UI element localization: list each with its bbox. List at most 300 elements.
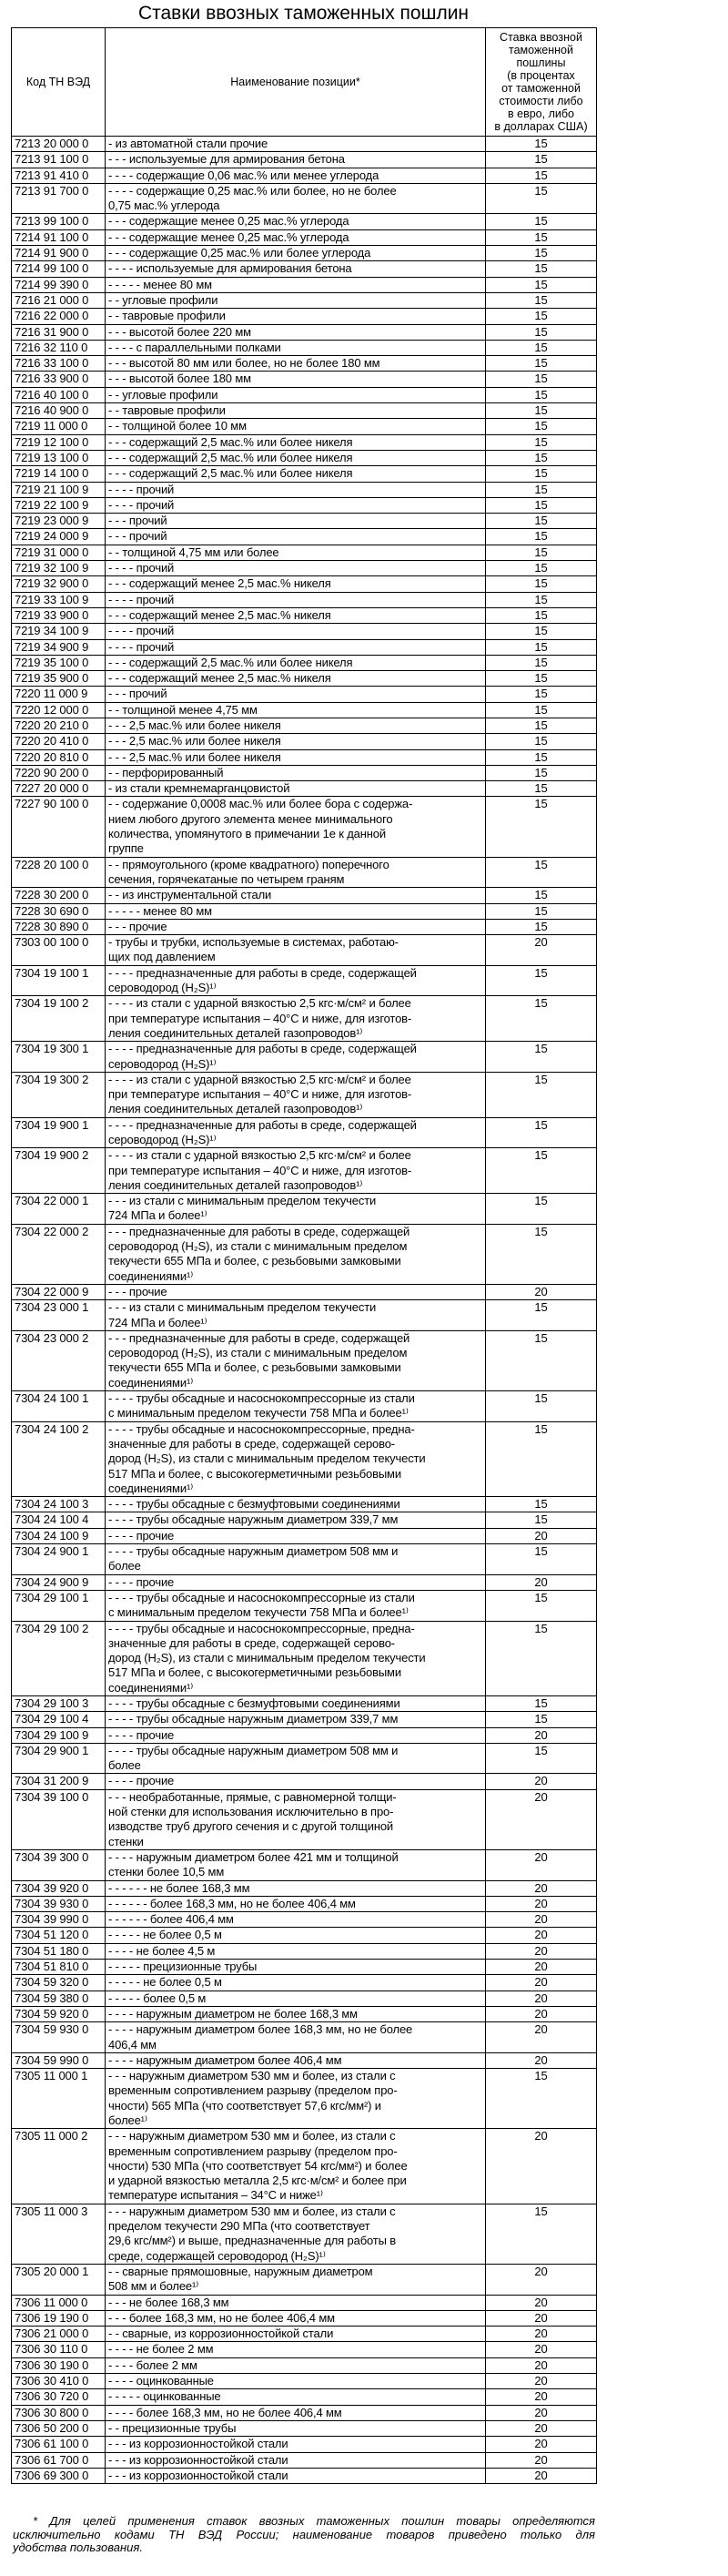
position-name-line: - - - - трубы обсадные с безмуфтовыми соединениями [108, 1497, 400, 1512]
position-name-line: сероводород (H₂S)¹⁾ [108, 1133, 217, 1146]
duty-rate: 15 [486, 324, 597, 340]
position-name [106, 1421, 486, 1496]
position-name-line: - - - - - менее 80 мм [108, 277, 212, 291]
duty-rate: 20 [486, 2389, 597, 2405]
position-name-line: - - - содержащий менее 2,5 мас.% никеля [108, 671, 331, 686]
position-name [106, 292, 486, 308]
position-name [106, 403, 486, 419]
position-name-line: временным сопротивлением разрыву (пределом про- [108, 2143, 398, 2158]
tnved-code: 7304 29 100 3 [12, 1695, 106, 1711]
position-name-line: - - - наружным диаметром 530 мм и более, из стали с [108, 2129, 396, 2143]
table-row [12, 687, 597, 702]
position-name-line: более [108, 1559, 141, 1573]
position-name-line: - - - - прочие [108, 1727, 175, 1742]
position-name-line: - - - содержащие менее 0,25 мас.% углерода [108, 229, 349, 244]
position-name [106, 561, 486, 576]
position-name [106, 935, 486, 966]
duty-rate: 20 [486, 1943, 597, 1959]
position-name [106, 309, 486, 324]
position-name [106, 797, 486, 857]
header-rate-line: в евро, либо [508, 107, 574, 120]
header-rate-line: таможенной [509, 44, 573, 56]
position-name-line: - - - - предназначенные для работы в среде, содержащей [108, 1117, 417, 1132]
position-name-line: - - - 2,5 мас.% или более никеля [108, 734, 281, 748]
position-name-line: - - - - содержащие 0,06 мас.% или менее углерода [108, 168, 379, 182]
header-rate-line: в долларах США) [494, 120, 588, 133]
tnved-code: 7220 20 410 0 [12, 734, 106, 749]
position-name [106, 2437, 486, 2452]
position-name-line: - - - - прочие [108, 1528, 175, 1543]
position-name [106, 1528, 486, 1543]
tnved-code: 7304 39 920 0 [12, 1880, 106, 1896]
position-name [106, 2374, 486, 2389]
position-name [106, 340, 486, 355]
duty-rate: 20 [486, 2437, 597, 2452]
table-row [12, 935, 597, 966]
duty-rate: 15 [486, 561, 597, 576]
duty-rate: 15 [486, 168, 597, 183]
table-row [12, 671, 597, 687]
position-name [106, 919, 486, 934]
tnved-code: 7228 30 200 0 [12, 888, 106, 903]
duty-rate: 20 [486, 2452, 597, 2468]
table-row [12, 183, 597, 214]
tnved-code: 7216 40 100 0 [12, 387, 106, 402]
table-row [12, 2357, 597, 2373]
page-title: Ставки ввозных таможенных пошлин [137, 3, 470, 24]
position-name [106, 671, 486, 687]
duty-rate: 15 [486, 1712, 597, 1727]
position-name [106, 2069, 486, 2129]
position-name [106, 545, 486, 560]
position-name [106, 450, 486, 465]
position-name-line: - - угловые профили [108, 387, 218, 402]
position-name [106, 1544, 486, 1575]
tnved-code: 7304 19 100 1 [12, 965, 106, 996]
tnved-code: 7304 29 100 9 [12, 1727, 106, 1743]
position-name [106, 1512, 486, 1528]
position-name-line: при температуре испытания – 40°С и ниже, для изготов- [108, 1011, 412, 1025]
table-row [12, 2374, 597, 2389]
position-name [106, 996, 486, 1042]
position-name-line: ления соединительных деталей газопроводов¹⁾ [108, 1102, 363, 1116]
position-name-line: - - - - трубы обсадные и насоснокомпрессорные, предна- [108, 1421, 415, 1436]
duty-rate: 20 [486, 2006, 597, 2021]
table-row [12, 857, 597, 888]
position-name-line: - - - содержащий менее 2,5 мас.% никеля [108, 576, 331, 591]
table-row [12, 1991, 597, 2006]
position-name-line: чности) 565 МПа (что соответствует 57,6 кгс/мм²) и [108, 2098, 381, 2113]
tnved-code: 7306 69 300 0 [12, 2468, 106, 2483]
duty-rate: 15 [486, 514, 597, 529]
position-name [106, 1497, 486, 1512]
position-name [106, 1743, 486, 1774]
tnved-code: 7219 32 100 9 [12, 561, 106, 576]
position-name-line: - - - - прочий [108, 639, 175, 654]
duty-rate: 20 [486, 1574, 597, 1590]
table-row [12, 1960, 597, 1975]
position-name [106, 2420, 486, 2436]
position-name-line: - - - - трубы обсадные наружным диаметром 339,7 мм [108, 1712, 399, 1726]
duty-rate: 15 [486, 1117, 597, 1148]
position-name-line: - - - - прочие [108, 1574, 175, 1589]
table-row [12, 965, 597, 996]
tnved-code: 7304 39 100 0 [12, 1789, 106, 1849]
tnved-code: 7304 29 100 4 [12, 1712, 106, 1727]
tnved-code: 7306 30 190 0 [12, 2357, 106, 2373]
table-row [12, 2468, 597, 2483]
duty-rate: 15 [486, 152, 597, 168]
duty-rate: 20 [486, 1789, 597, 1849]
table-row [12, 2006, 597, 2021]
position-name-line: - - - - содержащие 0,25 мас.% или более, но не более [108, 183, 397, 198]
duty-rate: 20 [486, 2022, 597, 2053]
position-name [106, 387, 486, 402]
table-header-row [12, 28, 597, 137]
table-row [12, 607, 597, 623]
duty-rate: 15 [486, 497, 597, 513]
position-name-line: - - - высотой более 180 мм [108, 372, 251, 386]
position-name-line: 517 МПа и более, с высокогерметичными резьбовыми [108, 1466, 401, 1481]
position-name [106, 356, 486, 372]
tnved-code: 7304 22 000 9 [12, 1284, 106, 1299]
table-row [12, 419, 597, 434]
duty-rate: 15 [486, 702, 597, 718]
position-name-line: - - толщиной менее 4,75 мм [108, 702, 258, 717]
table-row [12, 734, 597, 749]
tnved-code: 7219 34 900 9 [12, 639, 106, 655]
duty-rate: 15 [486, 655, 597, 670]
tnved-code: 7216 21 000 0 [12, 292, 106, 308]
position-name-line: - - - - - - более 406,4 мм [108, 1912, 234, 1927]
position-name-line: - - - прочий [108, 514, 167, 528]
duty-rate: 15 [486, 434, 597, 450]
tnved-code: 7304 24 100 2 [12, 1421, 106, 1496]
table-row [12, 919, 597, 934]
tnved-code: 7304 51 810 0 [12, 1960, 106, 1975]
position-name [106, 1975, 486, 1991]
tnved-code: 7304 59 990 0 [12, 2052, 106, 2068]
table-row [12, 529, 597, 545]
position-name [106, 1224, 486, 1284]
position-name [106, 781, 486, 797]
tnved-code: 7219 33 900 0 [12, 607, 106, 623]
tnved-code: 7304 19 100 2 [12, 996, 106, 1042]
table-row [12, 387, 597, 402]
table-row [12, 888, 597, 903]
table-row [12, 1528, 597, 1543]
position-name [106, 639, 486, 655]
position-name [106, 482, 486, 497]
position-name [106, 137, 486, 152]
duty-rate: 15 [486, 624, 597, 639]
tnved-code: 7304 23 000 2 [12, 1330, 106, 1390]
duty-rate: 15 [486, 1421, 597, 1496]
position-name [106, 1330, 486, 1390]
position-name [106, 1727, 486, 1743]
table-row [12, 2052, 597, 2068]
position-name [106, 1300, 486, 1331]
position-name-line: соединениями¹⁾ [108, 1375, 194, 1390]
table-row [12, 1330, 597, 1390]
position-name-line: - - - содержащие менее 0,25 мас.% углерода [108, 214, 349, 229]
table-row [12, 372, 597, 387]
table-row [12, 277, 597, 292]
position-name-line: - - - - трубы обсадные с безмуфтовыми соединениями [108, 1695, 400, 1710]
table-row [12, 324, 597, 340]
position-name-line: - - - - - не более 0,5 м [108, 1975, 222, 1990]
duty-rate: 15 [486, 1621, 597, 1695]
table-row [12, 261, 597, 277]
position-name [106, 655, 486, 670]
position-name [106, 168, 486, 183]
table-row [12, 2204, 597, 2264]
position-name-line: - - прямоугольного (кроме квадратного) поперечного [108, 857, 389, 871]
tnved-code: 7305 11 000 1 [12, 2069, 106, 2129]
tnved-code: 7304 39 930 0 [12, 1896, 106, 1911]
table-row [12, 1544, 597, 1575]
tnved-code: 7304 39 300 0 [12, 1849, 106, 1880]
duty-rate: 20 [486, 2129, 597, 2204]
table-row [12, 497, 597, 513]
position-name [106, 2310, 486, 2326]
duty-rate: 15 [486, 229, 597, 245]
position-name-line: - - - - из стали с ударной вязкостью 2,5 кгс·м/см² и более [108, 1072, 411, 1086]
position-name-line: текучести 655 МПа и более, с резьбовыми замковыми [108, 1360, 401, 1375]
header-code: Код ТН ВЭД [12, 28, 106, 137]
position-name-line: - - - более 168,3 мм, но не более 406,4 мм [108, 2310, 335, 2325]
tnved-code: 7304 39 990 0 [12, 1912, 106, 1928]
duty-rate: 15 [486, 903, 597, 919]
tnved-code: 7214 91 100 0 [12, 229, 106, 245]
position-name-line: - - - из стали с минимальным пределом текучести [108, 1194, 377, 1208]
duty-rate: 20 [486, 1991, 597, 2006]
tnved-code: 7304 22 000 2 [12, 1224, 106, 1284]
position-name-line: - - - - - прецизионные трубы [108, 1960, 258, 1974]
position-name-line: более¹⁾ [108, 2113, 147, 2127]
header-rate-line: от таможенной [501, 82, 581, 95]
position-name [106, 1042, 486, 1073]
table-row [12, 592, 597, 607]
position-name [106, 1960, 486, 1975]
footnote-line: * Для целей применения ставок ввозных таможенных пошлин товары определяются [33, 2514, 595, 2528]
table-row [12, 1943, 597, 1959]
position-name-line: - - - 2,5 мас.% или более никеля [108, 749, 281, 764]
tnved-code: 7303 00 100 0 [12, 935, 106, 966]
position-name-line: стенки [108, 1834, 144, 1848]
position-name-line: - - - - трубы обсадные наружным диаметром 508 мм и [108, 1544, 399, 1559]
position-name-line: - - - - - менее 80 мм [108, 903, 212, 918]
duty-rate: 15 [486, 2204, 597, 2264]
table-row [12, 1042, 597, 1073]
position-name-line: 508 мм и более¹⁾ [108, 2279, 199, 2294]
position-name-line: - - сварные, из коррозионностойкой стали [108, 2327, 334, 2341]
position-name-line: - - - - наружным диаметром более 406,4 мм [108, 2052, 342, 2067]
position-name [106, 1117, 486, 1148]
position-name [106, 466, 486, 482]
duty-rate: 15 [486, 749, 597, 765]
table-row [12, 229, 597, 245]
tnved-code: 7219 24 000 9 [12, 529, 106, 545]
position-name-line: текучести 655 МПа и более, с резьбовыми замковыми [108, 1254, 401, 1268]
tnved-code: 7216 33 100 0 [12, 356, 106, 372]
table-row [12, 1391, 597, 1422]
tnved-code: 7227 20 000 0 [12, 781, 106, 797]
table-row [12, 1880, 597, 1896]
position-name [106, 229, 486, 245]
duty-rate: 15 [486, 1590, 597, 1621]
tnved-code: 7219 35 900 0 [12, 671, 106, 687]
duty-rate: 15 [486, 403, 597, 419]
table-row [12, 1421, 597, 1496]
tnved-code: 7306 50 200 0 [12, 2420, 106, 2436]
position-name-line: стенки более 10,5 мм [108, 1865, 225, 1879]
table-row [12, 482, 597, 497]
duty-rate: 15 [486, 1391, 597, 1422]
position-name-line: - - - 2,5 мас.% или более никеля [108, 718, 281, 732]
position-name-line: - - толщиной более 10 мм [108, 419, 247, 433]
table-row [12, 137, 597, 152]
duty-rate: 20 [486, 1849, 597, 1880]
position-name [106, 529, 486, 545]
tnved-code: 7304 24 100 3 [12, 1497, 106, 1512]
tnved-code: 7227 90 100 0 [12, 797, 106, 857]
header-name: Наименование позиции* [106, 28, 486, 137]
position-name-line: - - - содержащие 0,25 мас.% или более углерода [108, 246, 371, 260]
duty-rate: 15 [486, 797, 597, 857]
position-name-line: - - - - - - более 168,3 мм, но не более 406,4 мм [108, 1896, 356, 1910]
position-name-line: более [108, 1758, 141, 1773]
position-name-line: 0,75 мас.% углерода [108, 199, 220, 213]
position-name-line: - - сварные прямошовные, наружным диаметром [108, 2264, 373, 2278]
position-name [106, 1789, 486, 1849]
duty-rate: 15 [486, 1042, 597, 1073]
table-row [12, 561, 597, 576]
position-name-line: - - - - используемые для армирования бетона [108, 261, 352, 276]
table-row [12, 309, 597, 324]
position-name [106, 1991, 486, 2006]
position-name-line: - - - - трубы обсадные и насоснокомпрессорные из стали [108, 1391, 415, 1406]
duty-rate: 15 [486, 919, 597, 934]
table-row [12, 1712, 597, 1727]
tnved-code: 7304 24 900 9 [12, 1574, 106, 1590]
duty-rate: 15 [486, 246, 597, 261]
table-row [12, 403, 597, 419]
tnved-code: 7213 91 700 0 [12, 183, 106, 214]
position-name-line: - - - - - - не более 168,3 мм [108, 1880, 250, 1895]
position-name-line: - - - - - оцинкованные [108, 2389, 221, 2404]
table-row [12, 1117, 597, 1148]
duty-rate: 20 [486, 1880, 597, 1896]
position-name [106, 2405, 486, 2420]
position-name [106, 2204, 486, 2264]
duty-rate: 20 [486, 2420, 597, 2436]
table-row [12, 749, 597, 765]
duty-rate: 20 [486, 2327, 597, 2342]
duty-rate: 15 [486, 183, 597, 214]
position-name-line: - - тавровые профили [108, 309, 226, 323]
duty-rate: 15 [486, 450, 597, 465]
position-name [106, 2357, 486, 2373]
tnved-code: 7219 14 100 0 [12, 466, 106, 482]
position-name-line: - - - - наружным диаметром не более 168,3 мм [108, 2006, 358, 2021]
position-name-line: - - - - прочий [108, 624, 175, 638]
position-name [106, 2327, 486, 2342]
tnved-code: 7304 59 930 0 [12, 2022, 106, 2053]
duty-rate: 15 [486, 607, 597, 623]
duty-rate: 15 [486, 387, 597, 402]
position-name [106, 903, 486, 919]
table-row [12, 340, 597, 355]
position-name-line: - - - из коррозионностойкой стали [108, 2452, 288, 2467]
position-name-line: - - - высотой более 220 мм [108, 324, 251, 339]
duty-rate: 20 [486, 2310, 597, 2326]
table-row [12, 1300, 597, 1331]
position-name-line: - из автоматной стали прочие [108, 137, 268, 150]
table-row [12, 1789, 597, 1849]
position-name-line: - - - - прочие [108, 1774, 175, 1788]
tnved-code: 7304 29 100 2 [12, 1621, 106, 1695]
position-name-line: сероводород (H₂S), из стали с минимальным пределом [108, 1239, 408, 1254]
tnved-code: 7306 30 110 0 [12, 2342, 106, 2357]
table-row [12, 514, 597, 529]
position-name-line: дород (H₂S), из стали с минимальным пределом текучести [108, 1451, 426, 1466]
position-name [106, 261, 486, 277]
position-name-line: - - - - трубы обсадные и насоснокомпрессорные, предна- [108, 1621, 415, 1635]
position-name-line: сечения, горячекатаные по четырем граням [108, 871, 345, 886]
position-name [106, 765, 486, 780]
table-row [12, 292, 597, 308]
tnved-code: 7219 32 900 0 [12, 576, 106, 592]
table-row [12, 624, 597, 639]
tnved-code: 7304 24 900 1 [12, 1544, 106, 1575]
position-name [106, 2295, 486, 2310]
table-row [12, 2264, 597, 2295]
tnved-code: 7216 32 110 0 [12, 340, 106, 355]
tnved-code: 7219 34 100 9 [12, 624, 106, 639]
tnved-code: 7219 22 100 9 [12, 497, 106, 513]
duty-rate: 15 [486, 214, 597, 229]
duty-rate: 15 [486, 372, 597, 387]
table-row [12, 639, 597, 655]
position-name-line: - - - содержащий 2,5 мас.% или более никеля [108, 450, 353, 464]
position-name-line: - - прецизионные трубы [108, 2420, 237, 2435]
tnved-code: 7306 21 000 0 [12, 2327, 106, 2342]
tnved-code: 7213 99 100 0 [12, 214, 106, 229]
position-name-line: значенные для работы в среде, содержащей серово- [108, 1635, 395, 1650]
tnved-code: 7304 22 000 1 [12, 1194, 106, 1225]
position-name-line: - - - предназначенные для работы в среде, содержащей [108, 1224, 410, 1238]
table-row [12, 2420, 597, 2436]
position-name-line: чности) 530 МПа (что соответствует 54 кгс/мм²) и более [108, 2158, 408, 2173]
position-name-line: временным сопротивлением разрыву (пределом про- [108, 2083, 398, 2098]
duty-rate: 20 [486, 1912, 597, 1928]
position-name [106, 1621, 486, 1695]
tnved-code: 7213 91 410 0 [12, 168, 106, 183]
position-name [106, 576, 486, 592]
position-name-line: соединениями¹⁾ [108, 1680, 194, 1695]
table-row [12, 545, 597, 560]
duty-rate: 15 [486, 482, 597, 497]
footnote [13, 2515, 595, 2555]
duty-rate: 20 [486, 2405, 597, 2420]
position-name [106, 277, 486, 292]
position-name [106, 624, 486, 639]
position-name [106, 1695, 486, 1711]
tnved-code: 7220 12 000 0 [12, 702, 106, 718]
tnved-code: 7305 11 000 3 [12, 2204, 106, 2264]
duty-rate: 15 [486, 888, 597, 903]
